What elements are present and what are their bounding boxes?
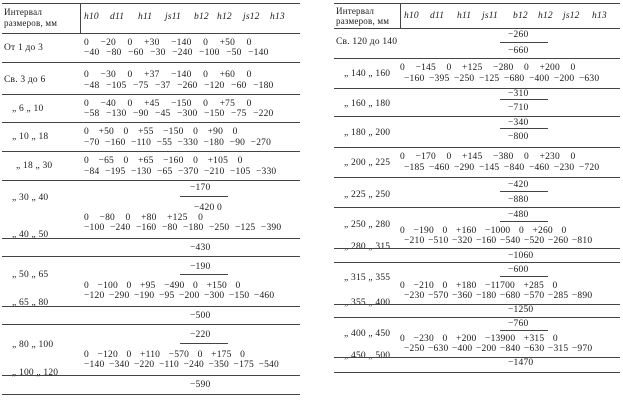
row-label: Св. 3 до 6 xyxy=(4,75,46,85)
row-label: „ 180 „ 200 xyxy=(344,128,391,138)
row-upper-values: 0 −230 0 +200 −13900 +315 0 xyxy=(400,334,558,344)
row-rule xyxy=(334,207,620,208)
row-rule xyxy=(334,58,620,59)
row-upper-values: 0 −80 0 +80 +125 0 xyxy=(84,213,204,223)
col-header-d11: d11 xyxy=(110,12,125,22)
b12-value: −430 xyxy=(190,243,211,253)
table-rule xyxy=(334,3,620,4)
column-divider xyxy=(80,3,81,33)
b12-value: −880 xyxy=(508,195,529,205)
col-header-b12: b12 xyxy=(513,11,528,21)
row-label: „ 250 „ 280 xyxy=(344,220,391,230)
col-header-h10: h10 xyxy=(404,11,419,21)
row-label: „ 225 „ 250 xyxy=(344,190,391,200)
row-rule xyxy=(334,317,620,318)
sub-rule xyxy=(180,274,228,275)
row-rule xyxy=(334,116,620,117)
row-rule xyxy=(334,304,620,305)
column-divider xyxy=(400,3,401,28)
interval-header: Интервал размеров, мм xyxy=(336,6,390,26)
b12-value: −340 xyxy=(508,118,529,128)
row-label: „ 40 „ 50 xyxy=(12,230,49,240)
row-upper-values: 0 −145 0 +125 −280 0 +200 0 xyxy=(400,63,576,73)
col-header-h13: h13 xyxy=(270,12,285,22)
row-label: „ 80 „ 100 xyxy=(12,340,54,350)
row-upper-values: 0 −20 0 +30 −140 0 +50 0 xyxy=(84,38,252,48)
row-lower-values: −100 −240 −160 −80 −180 −250 −125 −390 xyxy=(84,223,282,233)
col-header-h11: h11 xyxy=(457,11,472,21)
row-rule xyxy=(334,248,620,249)
row-label: „ 280 „ 315 xyxy=(344,242,391,252)
row-label: „ 140 „ 160 xyxy=(344,69,391,79)
row-label: „ 400 „ 450 xyxy=(344,329,391,339)
b12-value: −590 xyxy=(190,380,211,390)
row-rule xyxy=(334,177,620,178)
b12-value: −260 xyxy=(508,30,529,40)
col-header-h12: h12 xyxy=(217,12,232,22)
col-header-js11: js11 xyxy=(165,12,181,22)
row-label: „ 355 „ 400 xyxy=(344,298,391,308)
b12-value: −800 xyxy=(508,132,529,142)
b12-value: −1470 xyxy=(508,358,534,368)
col-header-h12: h12 xyxy=(538,11,553,21)
row-upper-values: 0 −30 0 +37 −140 0 +60 0 xyxy=(84,70,252,80)
row-rule xyxy=(2,324,300,325)
row-rule xyxy=(334,372,620,373)
row-rule xyxy=(2,238,300,239)
table-rule xyxy=(2,3,300,4)
row-lower-values: −185 −460 −290 −145 −840 −460 −230 −720 xyxy=(404,163,600,173)
row-lower-values: −210 −510 −320 −160 −540 −520 −260 −810 xyxy=(404,236,593,246)
b12-value: −480 xyxy=(508,210,529,220)
col-header-js11: js11 xyxy=(482,11,498,21)
row-rule xyxy=(2,394,300,395)
row-label: „ 200 „ 225 xyxy=(344,158,391,168)
sub-rule xyxy=(500,42,548,43)
row-lower-values: −58 −130 −90 −45 −300 −150 −75 −220 xyxy=(84,109,274,119)
row-label: „ 315 „ 355 xyxy=(344,273,391,283)
b12-value: −420 0 xyxy=(194,203,222,213)
col-header-h13: h13 xyxy=(592,11,607,21)
row-upper-values: 0 −120 0 +110 −570 0 +175 0 xyxy=(84,350,246,360)
row-rule xyxy=(2,256,300,257)
row-rule xyxy=(334,357,620,358)
sub-rule xyxy=(500,221,548,222)
row-label: „ 50 „ 65 xyxy=(12,270,49,280)
col-header-b12: b12 xyxy=(194,12,209,22)
b12-value: −310 xyxy=(508,89,529,99)
b12-value: −220 xyxy=(190,330,211,340)
row-rule xyxy=(334,88,620,89)
row-label: „ 30 „ 40 xyxy=(12,193,49,203)
row-rule xyxy=(2,306,300,307)
row-lower-values: −250 −630 −400 −200 −840 −630 −315 −970 xyxy=(404,344,593,354)
b12-value: −1250 xyxy=(508,305,534,315)
row-rule xyxy=(2,94,300,95)
b12-value: −760 xyxy=(508,319,529,329)
row-rule xyxy=(2,62,300,63)
row-upper-values: 0 −65 0 +65 −160 0 +105 0 xyxy=(84,156,243,166)
interval-header: Интервал размеров, мм xyxy=(4,7,58,28)
b12-value: −600 xyxy=(508,265,529,275)
row-label: Св. 120 до 140 xyxy=(336,37,398,47)
row-label: „ 10 „ 18 xyxy=(12,132,49,142)
sub-rule xyxy=(500,191,548,192)
sub-rule xyxy=(180,343,228,344)
col-header-js12: js12 xyxy=(563,11,580,21)
row-rule xyxy=(2,122,300,123)
row-lower-values: −84 −195 −130 −65 −370 −210 −105 −330 xyxy=(84,167,277,177)
row-rule xyxy=(2,180,300,181)
sub-rule xyxy=(180,196,228,197)
row-label: „ 450 „ 500 xyxy=(344,351,391,361)
row-lower-values: −160 −395 −250 −125 −680 −400 −200 −630 xyxy=(404,74,600,84)
row-label: „ 160 „ 180 xyxy=(344,99,391,109)
sub-rule xyxy=(500,99,548,100)
row-label: „ 100 „ 120 xyxy=(12,368,59,378)
row-label: „ 65 „ 80 xyxy=(12,298,49,308)
row-label: „ 6 „ 10 xyxy=(12,104,44,114)
col-header-h10: h10 xyxy=(84,12,99,22)
col-header-h11: h11 xyxy=(138,12,153,22)
row-upper-values: 0 +50 0 +55 −150 0 +90 0 xyxy=(84,127,238,137)
col-header-d11: d11 xyxy=(430,11,445,21)
col-header-js12: js12 xyxy=(243,12,260,22)
sub-rule xyxy=(500,276,548,277)
row-rule xyxy=(2,151,300,152)
row-lower-values: −140 −340 −220 −110 −240 −350 −175 −540 xyxy=(84,360,279,370)
sub-rule xyxy=(500,128,548,129)
row-rule xyxy=(334,262,620,263)
row-lower-values: −70 −160 −110 −55 −330 −180 −90 −270 xyxy=(84,138,272,148)
table-rule xyxy=(2,33,300,34)
row-label: От 1 до 3 xyxy=(4,43,44,53)
b12-value: −420 xyxy=(508,180,529,190)
row-lower-values: −40 −80 −60 −30 −240 −100 −50 −140 xyxy=(84,48,269,58)
row-upper-values: 0 −190 0 +160 −1000 0 +260 0 xyxy=(400,226,567,236)
row-rule xyxy=(334,147,620,148)
table-rule xyxy=(334,28,620,29)
row-upper-values: 0 −40 0 +45 −150 0 +75 0 xyxy=(84,99,252,109)
row-upper-values: 0 −100 0 +95 −490 0 +150 0 xyxy=(84,281,241,291)
row-upper-values: 0 −170 0 +145 −380 0 +230 0 xyxy=(400,152,576,162)
b12-value: −170 xyxy=(190,183,211,193)
row-label: „ 18 „ 30 xyxy=(16,161,53,171)
row-lower-values: −120 −290 −190 −95 −200 −300 −150 −460 xyxy=(84,291,275,301)
b12-value: −190 xyxy=(190,262,211,272)
b12-value: −1060 xyxy=(508,251,534,261)
row-upper-values: 0 −210 0 +180 −11700 +285 0 xyxy=(400,281,558,291)
row-lower-values: −230 −570 −360 −180 −680 −570 −285 −890 xyxy=(404,291,593,301)
b12-value: −660 xyxy=(508,46,529,56)
b12-value: −500 xyxy=(190,311,211,321)
sub-rule xyxy=(500,330,548,331)
b12-value: −710 xyxy=(508,103,529,113)
row-rule xyxy=(2,375,300,376)
row-lower-values: −48 −105 −75 −37 −260 −120 −60 −180 xyxy=(84,81,274,91)
